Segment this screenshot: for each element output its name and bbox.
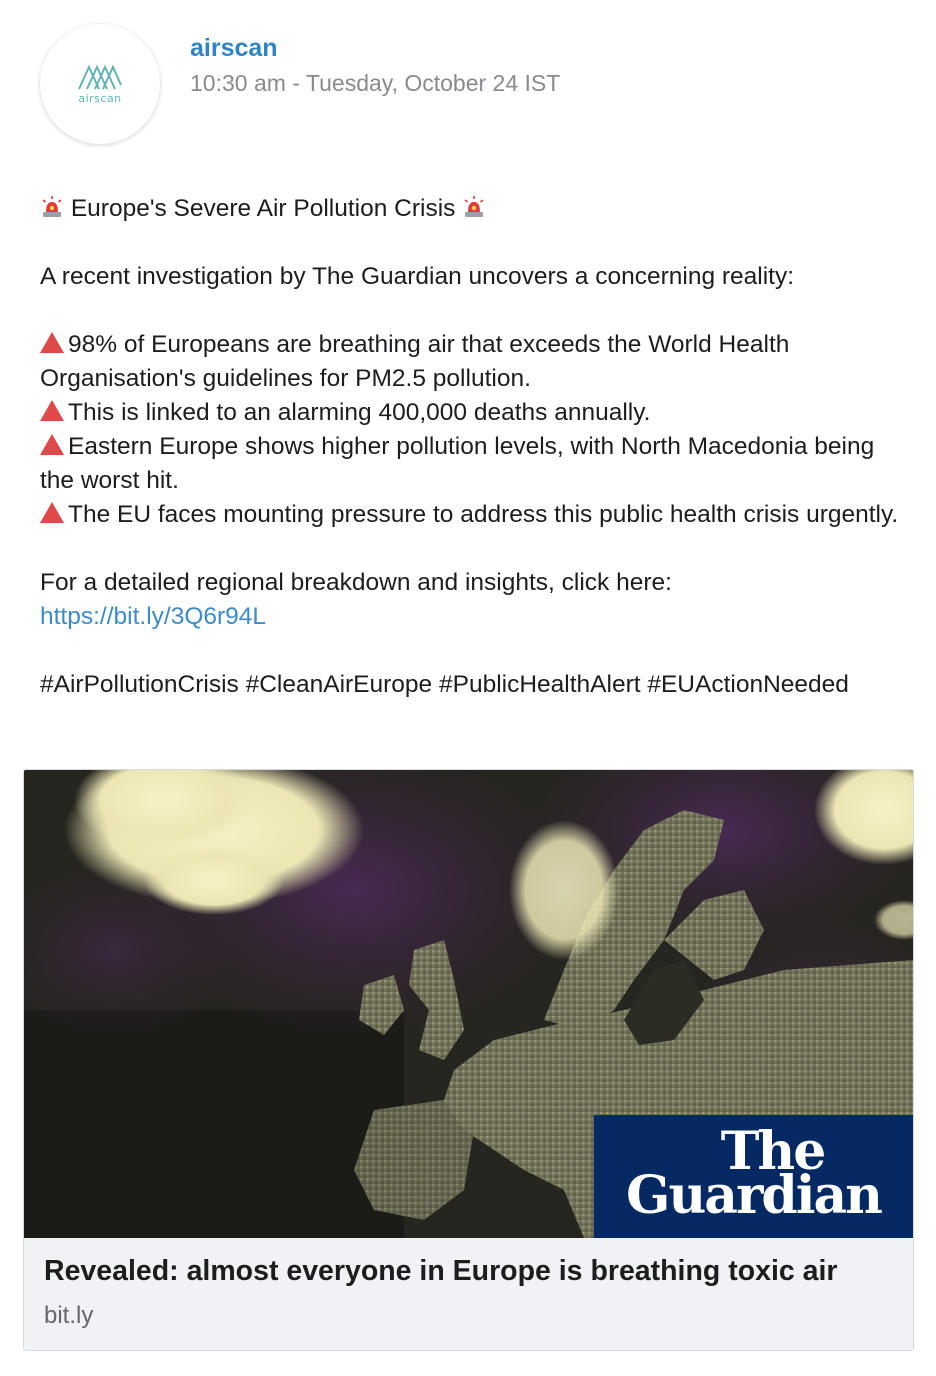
post-cta: For a detailed regional breakdown and insights, click here:	[40, 569, 672, 596]
bullet-item: Eastern Europe shows higher pollution levels, with North Macedonia being the worst hit.	[40, 433, 875, 494]
post-body	[40, 192, 910, 702]
red-triangle-icon	[40, 400, 64, 421]
red-triangle-icon	[40, 434, 64, 455]
preview-image[interactable]	[24, 770, 913, 1238]
avatar-label: airscan	[78, 92, 122, 105]
logo-the: The	[720, 1121, 825, 1182]
post-link[interactable]: https://bit.ly/3Q6r94L	[40, 603, 267, 630]
post-intro: A recent investigation by The Guardian uncovers a concerning reality:	[40, 263, 795, 290]
logo-guardian: Guardian	[626, 1165, 881, 1226]
police-car-light-icon	[462, 195, 486, 219]
red-triangle-icon	[40, 502, 64, 523]
police-car-light-icon	[40, 195, 64, 219]
post-hashtags[interactable]: #AirPollutionCrisis #CleanAirEurope #PublicHealthAlert #EUActionNeeded	[40, 671, 849, 698]
guardian-logo	[594, 1115, 913, 1238]
post-headline	[40, 192, 910, 226]
bullet-item: 98% of Europeans are breathing air that exceeds the World Health Organisation's guidelines for PM2.5 pollution.	[40, 331, 790, 392]
card-domain: bit.ly	[44, 1302, 94, 1329]
headline-text: Europe's Severe Air Pollution Crisis	[70, 195, 456, 222]
post-timestamp: 10:30 am - Tuesday, October 24 IST	[190, 70, 561, 96]
airscan-logo-icon	[75, 63, 125, 91]
bullet-item: The EU faces mounting pressure to address this public health crisis urgently.	[40, 498, 910, 532]
link-preview-card[interactable]	[23, 769, 914, 1351]
bullet-item: This is linked to an alarming 400,000 deaths annually.	[40, 396, 910, 430]
author-name[interactable]: airscan	[190, 34, 278, 62]
red-triangle-icon	[40, 332, 64, 353]
card-title[interactable]: Revealed: almost everyone in Europe is breathing toxic air	[44, 1255, 838, 1287]
avatar[interactable]	[40, 24, 160, 144]
